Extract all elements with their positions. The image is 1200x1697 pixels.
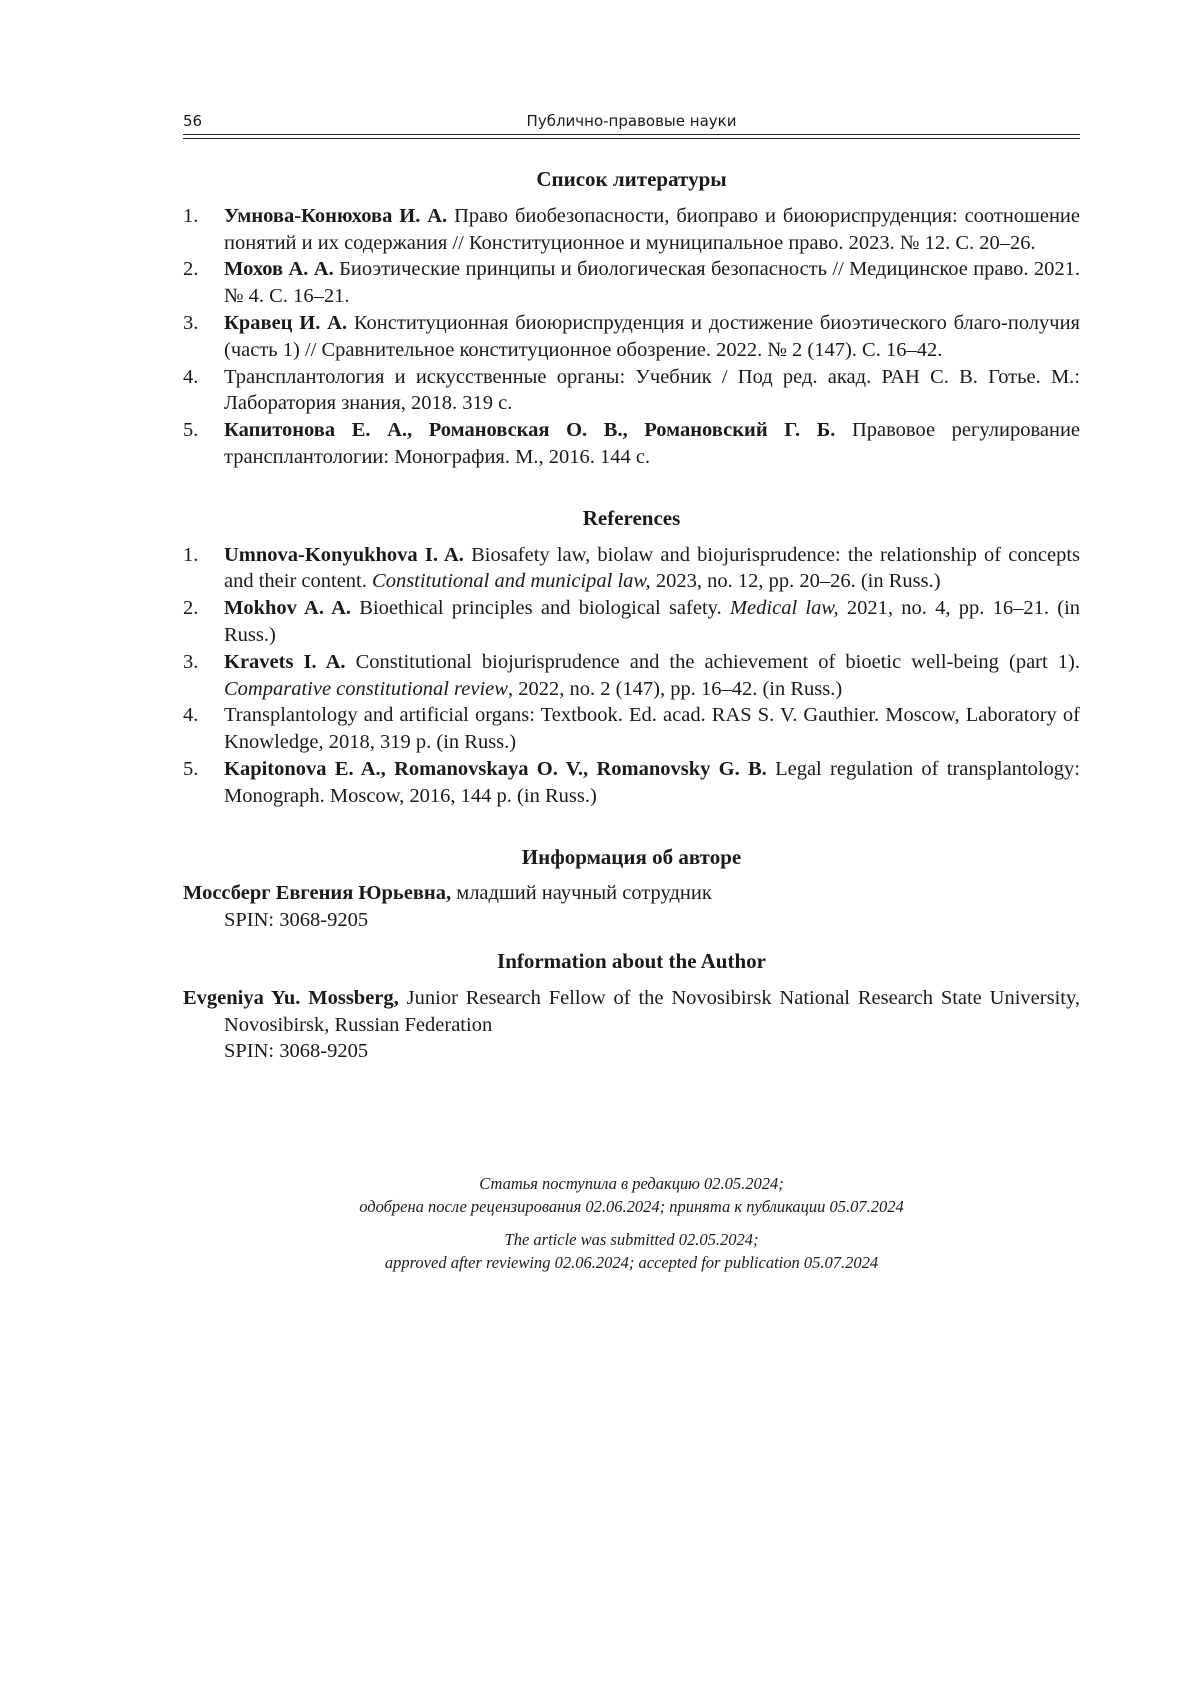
author-position-en: Junior Research Fellow of the Novosibirsk National Research State University, Novosibirsk, Russian Federation (224, 986, 1081, 1036)
header-rule-top (183, 134, 1080, 135)
author-position-ru: младший научный сотрудник (456, 882, 712, 905)
ref-text: Constitutional biojurisprudence and the achievement of bioetic well-being (part 1). (355, 650, 1080, 673)
ref-tail: 2021, no. 4, pp. 16–21. (in Russ.) (224, 597, 1081, 646)
dates-en-line1: The article was submitted 02.05.2024; (504, 1230, 759, 1249)
ref-number: 1. (183, 543, 199, 566)
ref-text: Legal regulation of transplantology: Monograph. Moscow, 2016, 144 p. (in Russ.) (224, 757, 1081, 807)
en-references-title: References (582, 505, 681, 530)
ru-reference-item (183, 256, 1080, 310)
page-content (183, 166, 1080, 1065)
ref-author: Umnova-Konyukhova I. A. (224, 543, 464, 566)
ref-journal: Comparative constitutional review (224, 677, 508, 700)
ref-number: 3. (183, 311, 199, 334)
en-references-list (183, 542, 1080, 810)
ref-number: 4. (183, 365, 199, 388)
ref-text: Конституционная биоюриспруденция и достижение биоэтического благо-получия (часть 1) // Сравнительное конституционное обозрение. 2022. № 2 (147). С. 16–42. (224, 311, 1080, 361)
ref-number: 1. (183, 204, 199, 227)
page-number: 56 (183, 112, 203, 130)
author-name-ru: Моссберг Евгения Юрьевна, (183, 882, 452, 905)
author-info-en-title: Information about the Author (497, 948, 766, 973)
en-reference-item (183, 542, 1080, 596)
ref-author: Умнова-Конюхова И. А. (224, 204, 448, 227)
ref-number: 2. (183, 597, 199, 620)
dates-ru-line2: одобрена после рецензирования 02.06.2024; принята к публикации 05.07.2024 (359, 1197, 904, 1216)
en-reference-item (183, 702, 1080, 756)
ref-text: Biosafety law, biolaw and biojurisprudence: the relationship of concepts and their content. (224, 543, 1080, 593)
en-reference-item (183, 595, 1080, 649)
ref-author: Капитонова Е. А., Романовская О. В., Романовский Г. Б. (224, 419, 836, 442)
header-rule-bottom (183, 138, 1080, 139)
ref-number: 3. (183, 650, 199, 673)
author-name-en: Evgeniya Yu. Mossberg, (183, 986, 399, 1009)
en-reference-item (183, 649, 1080, 703)
ref-number: 2. (183, 258, 199, 281)
ref-author: Mokhov A. A. (224, 597, 352, 620)
ref-number: 5. (183, 757, 199, 780)
author-spin-en: SPIN: 3068-9205 (224, 1040, 369, 1063)
ref-number: 4. (183, 704, 199, 727)
en-reference-item (183, 756, 1080, 810)
ref-text: Биоэтические принципы и биологическая безопасность // Медицинское право. 2021. № 4. С. 16–21. (224, 258, 1080, 308)
author-info-ru-title: Информация об авторе (521, 844, 742, 869)
ref-text: Bioethical principles and biological safety. (359, 597, 722, 620)
ref-author: Кравец И. А. (224, 311, 348, 334)
ref-tail: , 2022, no. 2 (147), pp. 16–42. (in Russ.) (507, 677, 843, 700)
running-header (183, 112, 1080, 134)
ref-tail: 2023, no. 12, pp. 20–26. (in Russ.) (655, 570, 941, 593)
ref-author: Мохов А. А. (224, 258, 334, 281)
ru-reference-item (183, 364, 1080, 418)
author-info-ru (183, 880, 1080, 907)
dates-ru-line1: Статья поступила в редакцию 02.05.2024; (479, 1174, 784, 1193)
ref-journal: Medical law, (729, 597, 839, 620)
ref-author: Kapitonova E. A., Romanovskaya O. V., Romanovsky G. B. (224, 757, 767, 780)
article-dates (183, 1172, 1080, 1284)
ref-number: 5. (183, 419, 199, 442)
ref-text: Правовое регулирование трансплантологии: Монография. М., 2016. 144 с. (224, 419, 1081, 468)
dates-en-line2: approved after reviewing 02.06.2024; accepted for publication 05.07.2024 (384, 1253, 879, 1272)
ru-reference-item (183, 417, 1080, 471)
ref-text: Право биобезопасности, биоправо и биоюриспруденция: соотношение понятий и их содержания // Конституционное и муниципальное право. 2023. № 12. С. 20–26. (224, 204, 1081, 254)
author-spin-ru: SPIN: 3068-9205 (224, 909, 369, 932)
ref-text: Transplantology and artificial organs: Textbook. Ed. acad. RAS S. V. Gauthier. Moscow, Laboratory of Knowledge, 2018, 319 p. (in Russ.) (224, 704, 1080, 754)
dates-en (183, 1228, 1080, 1274)
ru-reference-item (183, 310, 1080, 364)
ref-journal: Constitutional and municipal law, (372, 570, 651, 593)
dates-ru (183, 1172, 1080, 1218)
ru-references-title: Список литературы (536, 167, 727, 191)
ru-reference-item (183, 203, 1080, 257)
ref-author: Kravets I. A. (224, 650, 346, 673)
author-info-en (183, 985, 1080, 1039)
journal-section-title: Публично-правовые науки (526, 112, 737, 130)
ru-references-list (183, 203, 1080, 471)
ref-text: Трансплантология и искусственные органы: Учебник / Под ред. акад. РАН С. В. Готье. М.: Лаборатория знания, 2018. 319 с. (224, 365, 1080, 415)
